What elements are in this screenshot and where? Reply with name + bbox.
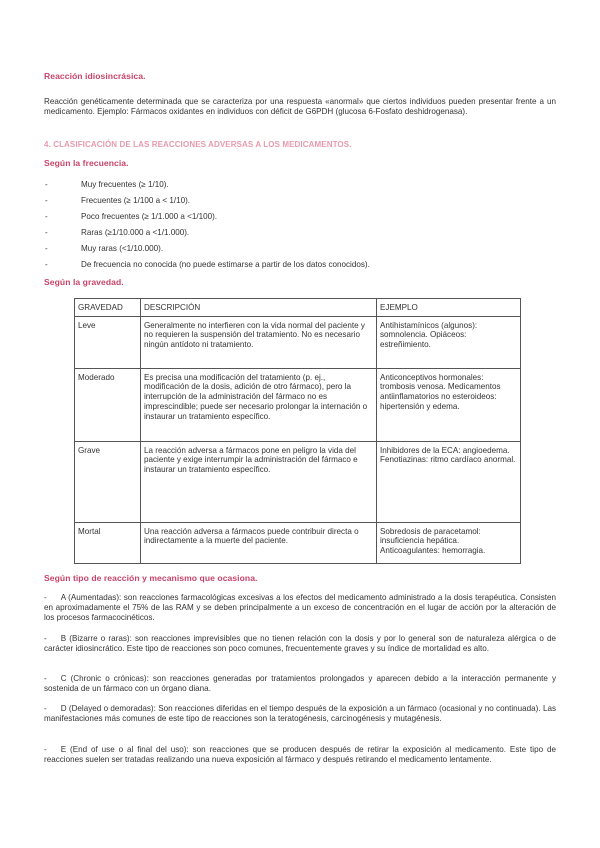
column-header-descripcion: DESCRIPCIÓN (141, 299, 377, 317)
frequency-item (0, 212, 600, 222)
bullet-dash: - (45, 244, 48, 253)
cell-example: Anticonceptivos hormonales: trombosis venosa. Medicamentos antiinflamatorios no esteroideos: hipertensión y edema. (377, 368, 521, 441)
frequency-heading: Según la frecuencia. (44, 158, 129, 168)
frequency-item (0, 260, 600, 270)
frequency-item (0, 244, 600, 254)
cell-grade: Leve (75, 316, 141, 368)
mechanism-heading: Según tipo de reacción y mecanismo que ocasiona. (44, 573, 258, 583)
cell-description: Es precisa una modificación del tratamiento (p. ej., modificación de la dosis, adición de otro fármaco), pero la interrupción de la administración del fármaco no es imprescindible; puede ser necesario prolongar la internación o instaurar un tratamiento específico. (141, 368, 377, 441)
mechanism-item-text: B (Bizarre o raras): son reacciones imprevisibles que no tienen relación con la dosis y por lo general son de naturaleza alérgica o de carácter idiosincrático. Este tipo de reacciones son poco comunes, frecuentemente graves y su índice de mortalidad es alto. (44, 634, 556, 654)
bullet-dash: - (45, 260, 48, 269)
cell-description: Una reacción adversa a fármacos puede contribuir directa o indirectamente a la muerte del paciente. (141, 522, 377, 563)
idiosyncratic-heading: Reacción idiosincrásica. (44, 71, 146, 81)
table-header-row (75, 299, 521, 317)
mechanism-item (44, 745, 556, 765)
bullet-dash: - (44, 674, 47, 683)
frequency-item-text: Muy raras (<1/10.000). (81, 244, 164, 253)
mechanism-item-text: C (Chronic o crónicas): son reacciones generadas por tratamientos prolongados y aparecen debido a la interacción permanente y sostenida de un fármaco con un órgano diana. (44, 674, 556, 694)
frequency-item-text: De frecuencia no conocida (no puede estimarse a partir de los datos conocidos). (81, 260, 370, 269)
frequency-item (0, 196, 600, 206)
severity-heading: Según la gravedad. (44, 277, 124, 287)
mechanism-item (44, 674, 556, 694)
column-header-ejemplo: EJEMPLO (377, 299, 521, 317)
table-row (75, 316, 521, 368)
cell-description: Generalmente no interfieren con la vida normal del paciente y no requieren la suspensión del tratamiento. No es necesario ningún antídoto ni tratamiento. (141, 316, 377, 368)
cell-example: Antihistamínicos (algunos): somnolencia. Opiáceos: estreñimiento. (377, 316, 521, 368)
frequency-item-text: Raras (≥1/10.000 a <1/1.000). (81, 228, 190, 237)
bullet-dash: - (45, 212, 48, 221)
mechanism-item-text: E (End of use o al final del uso): son reacciones que se producen después de retirar la exposición al medicamento. Este tipo de reacciones suelen ser tratadas realizando una nueva exposición al fármaco y después retirando el medicamento lentamente. (44, 745, 556, 765)
cell-example: Sobredosis de paracetamol: insuficiencia hepática. Anticoagulantes: hemorragia. (377, 522, 521, 563)
table-row (75, 522, 521, 563)
cell-grade: Mortal (75, 522, 141, 563)
frequency-item (0, 228, 600, 238)
cell-example: Inhibidores de la ECA: angioedema. Fenotiazinas: ritmo cardíaco anormal. (377, 441, 521, 522)
mechanism-item (44, 593, 556, 624)
mechanism-item (44, 634, 556, 654)
bullet-dash: - (44, 704, 47, 713)
frequency-item-text: Frecuentes (≥ 1/100 a < 1/10). (81, 196, 191, 205)
frequency-item (0, 180, 600, 190)
bullet-dash: - (44, 634, 47, 643)
table-row (75, 441, 521, 522)
bullet-dash: - (45, 180, 48, 189)
frequency-item-text: Muy frecuentes (≥ 1/10). (81, 180, 169, 189)
table-row (75, 368, 521, 441)
column-header-gravedad: GRAVEDAD (75, 299, 141, 317)
severity-table (74, 298, 521, 564)
cell-grade: Moderado (75, 368, 141, 441)
mechanism-item-text: A (Aumentadas): son reacciones farmacológicas excesivas a los efectos del medicamento administrado a la dosis terapéutica. Consisten en aproximadamente el 75% de las RAM y se deben principalmente a un exceso de concentración en el lugar de acción por la alteración de los procesos farmacocinéticos. (44, 593, 556, 623)
bullet-dash: - (45, 196, 48, 205)
bullet-dash: - (44, 593, 47, 602)
cell-grade: Grave (75, 441, 141, 522)
mechanism-item (44, 704, 556, 724)
section-4-title: 4. CLASIFICACIÓN DE LAS REACCIONES ADVERSAS A LOS MEDICAMENTOS. (44, 140, 352, 149)
idiosyncratic-text: Reacción genéticamente determinada que se caracteriza por una respuesta «anormal» que ciertos individuos pueden presentar frente a un medicamento. Ejemplo: Fármacos oxidantes en individuos con déficit de G6PDH (glucosa 6-Fosfato deshidrogenasa). (44, 97, 556, 117)
cell-description: La reacción adversa a fármacos pone en peligro la vida del paciente y exige interrumpir la administración del fármaco e instaurar un tratamiento específico. (141, 441, 377, 522)
bullet-dash: - (44, 745, 47, 754)
mechanism-item-text: D (Delayed o demoradas): Son reacciones diferidas en el tiempo después de la exposición a un fármaco (ocasional y no continuada). Las manifestaciones más comunes de este tipo de reacciones son la teratogénesis, carcinogénesis y mutagénesis. (44, 704, 556, 724)
frequency-item-text: Poco frecuentes (≥ 1/1.000 a <1/100). (81, 212, 218, 221)
bullet-dash: - (45, 228, 48, 237)
